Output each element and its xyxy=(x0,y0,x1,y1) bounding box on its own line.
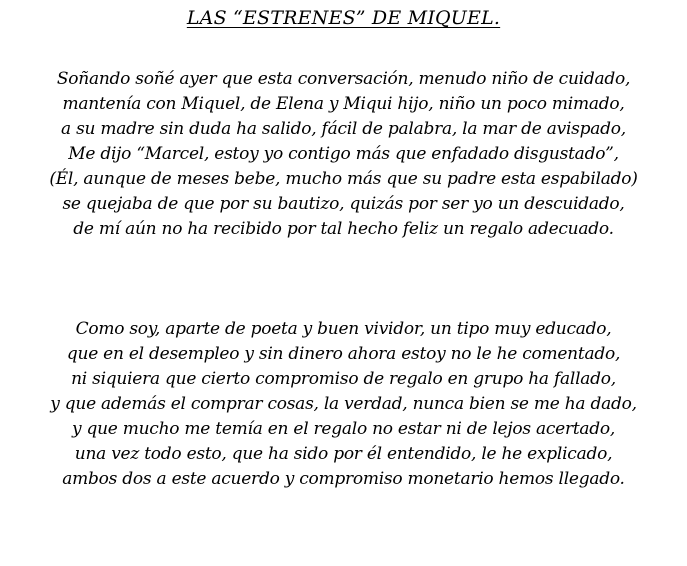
document-title: LAS “ESTRENES” DE MIQUEL. xyxy=(186,7,501,29)
stanza-2 xyxy=(0,317,687,492)
verse-line: Soñando soñé ayer que esta conversación, menudo niño de cuidado, xyxy=(56,69,631,89)
verse-line: una vez todo esto, que ha sido por él entendido, le he explicado, xyxy=(74,444,613,464)
verse-line: y que además el comprar cosas, la verdad, nunca bien se me ha dado, xyxy=(50,394,637,414)
verse-line: que en el desempleo y sin dinero ahora estoy no le he comentado, xyxy=(66,344,621,364)
verse-line: ni siquiera que cierto compromiso de regalo en grupo ha fallado, xyxy=(71,369,616,389)
stanza-1 xyxy=(0,67,687,242)
verse-line: Me dijo “Marcel, estoy yo contigo más que enfadado disgustado”, xyxy=(68,144,619,164)
verse-line: se quejaba de que por su bautizo, quizás por ser yo un descuidado, xyxy=(62,194,625,214)
verse-line: Como soy, aparte de poeta y buen vividor, un tipo muy educado, xyxy=(75,319,612,339)
verse-line: ambos dos a este acuerdo y compromiso monetario hemos llegado. xyxy=(62,469,625,489)
verse-line: mantenía con Miquel, de Elena y Miqui hijo, niño un poco mimado, xyxy=(62,94,625,114)
verse-line: a su madre sin duda ha salido, fácil de palabra, la mar de avispado, xyxy=(61,119,626,139)
verse-line: y que mucho me temía en el regalo no estar ni de lejos acertado, xyxy=(71,419,616,439)
verse-line: de mí aún no ha recibido por tal hecho feliz un regalo adecuado. xyxy=(73,219,614,239)
verse-line: (Él, aunque de meses bebe, mucho más que su padre esta espabilado) xyxy=(49,169,638,189)
